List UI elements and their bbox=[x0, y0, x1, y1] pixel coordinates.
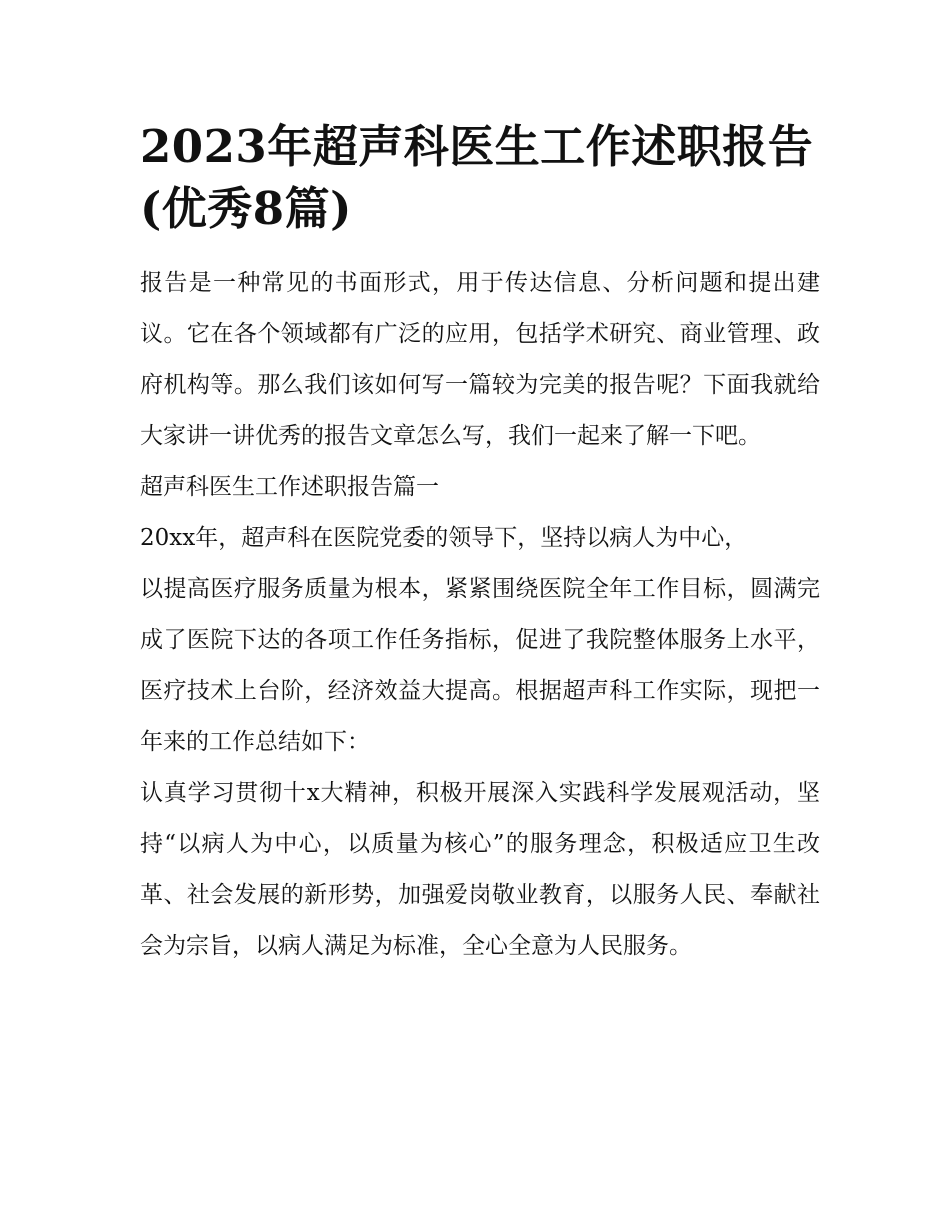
intro-paragraph: 报告是一种常见的书面形式，用于传达信息、分析问题和提出建议。它在各个领域都有广泛的应用，包括学术研究、商业管理、政府机构等。那么我们该如何写一篇较为完美的报告呢？下面我就给大家讲一讲优秀的报告文章怎么写，我们一起来了解一下吧。 bbox=[140, 270, 820, 449]
document-page bbox=[140, 116, 820, 972]
body-paragraph: 20xx年，超声科在医院党委的领导下，坚持以病人为中心， bbox=[140, 525, 748, 551]
body-paragraph: 认真学习贯彻十x大精神，积极开展深入实践科学发展观活动，坚持“以病人为中心，以质量为核心”的服务理念，积极适应卫生改革、社会发展的新形势，加强爱岗敬业教育，以服务人民、奉献社会为宗旨，以病人满足为标准，全心全意为人民服务。 bbox=[140, 780, 820, 959]
document-body bbox=[140, 258, 820, 972]
section-heading: 超声科医生工作述职报告篇一 bbox=[140, 474, 439, 500]
document-title: 2023年超声科医生工作述职报告(优秀8篇) bbox=[140, 120, 814, 235]
body-paragraph: 以提高医疗服务质量为根本，紧紧围绕医院全年工作目标，圆满完成了医院下达的各项工作任务指标，促进了我院整体服务上水平，医疗技术上台阶，经济效益大提高。根据超声科工作实际，现把一年来的工作总结如下： bbox=[140, 576, 820, 755]
